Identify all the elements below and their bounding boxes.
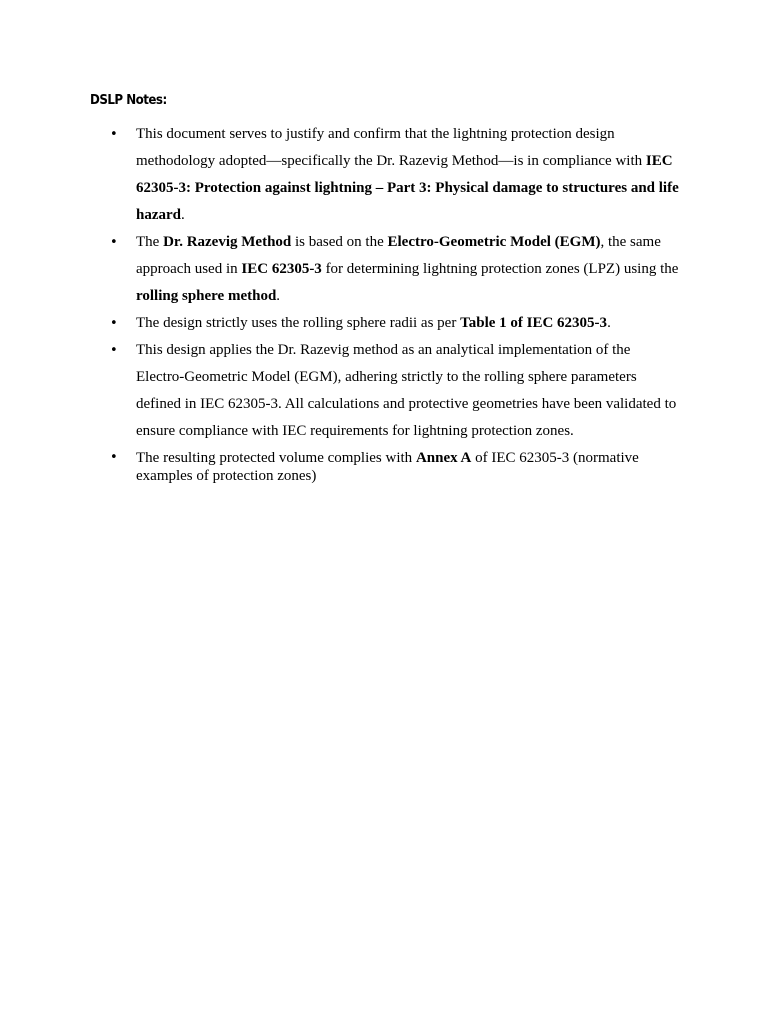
note-text: of IEC 62305-3 (normative examples of protection zones) — [136, 450, 639, 484]
note-item-annex-a — [110, 449, 680, 485]
note-text-bold: IEC 62305-3: Protection against lightning – Part 3: Physical damage to structures and life hazard — [136, 153, 679, 223]
note-text: for determining lightning protection zones (LPZ) using the — [321, 261, 679, 277]
note-text-bold: Table 1 of IEC 62305-3 — [460, 315, 608, 331]
bullet-icon: • — [110, 450, 118, 465]
note-text: The — [136, 234, 164, 250]
note-text-bold: Annex A — [415, 450, 472, 466]
note-text-bold: IEC 62305-3 — [241, 261, 322, 277]
note-item-egm-basis — [110, 229, 680, 310]
note-text-bold: rolling sphere method — [136, 288, 277, 304]
note-text: , the same approach used in — [136, 234, 661, 277]
notes-list — [110, 121, 680, 485]
note-text: The design strictly uses the rolling sphere radii as per — [136, 315, 461, 331]
bullet-icon: • — [110, 235, 118, 250]
note-text: This design applies the Dr. Razevig method as an analytical implementation of the Electro-Geometric Model (EGM), adhering strictly to the rolling sphere parameters defined in IEC 62305-3. All calculations and protective geometries have been validated to ensure compliance with IEC requirements for lightning protection zones. — [136, 342, 677, 439]
note-item-analytical-implementation — [110, 337, 680, 445]
note-text: is based on the — [291, 234, 388, 250]
note-text: . — [276, 288, 281, 304]
note-text: The resulting protected volume complies with — [136, 450, 416, 466]
note-text: . — [181, 207, 185, 223]
note-text: This document serves to justify and confirm that the lightning protection design methodology adopted—specifically the Dr. Razevig Method—is in compliance with — [136, 126, 646, 169]
note-item-sphere-radii — [110, 310, 680, 337]
bullet-icon: • — [110, 127, 118, 142]
note-text-bold: Electro-Geometric Model (EGM) — [387, 234, 601, 250]
note-item-justification — [110, 121, 680, 229]
note-text: . — [607, 315, 611, 331]
bullet-icon: • — [110, 316, 118, 331]
note-text-bold: Dr. Razevig Method — [163, 234, 292, 250]
notes-heading: DSLP Notes: — [90, 92, 167, 108]
bullet-icon: • — [110, 343, 118, 358]
